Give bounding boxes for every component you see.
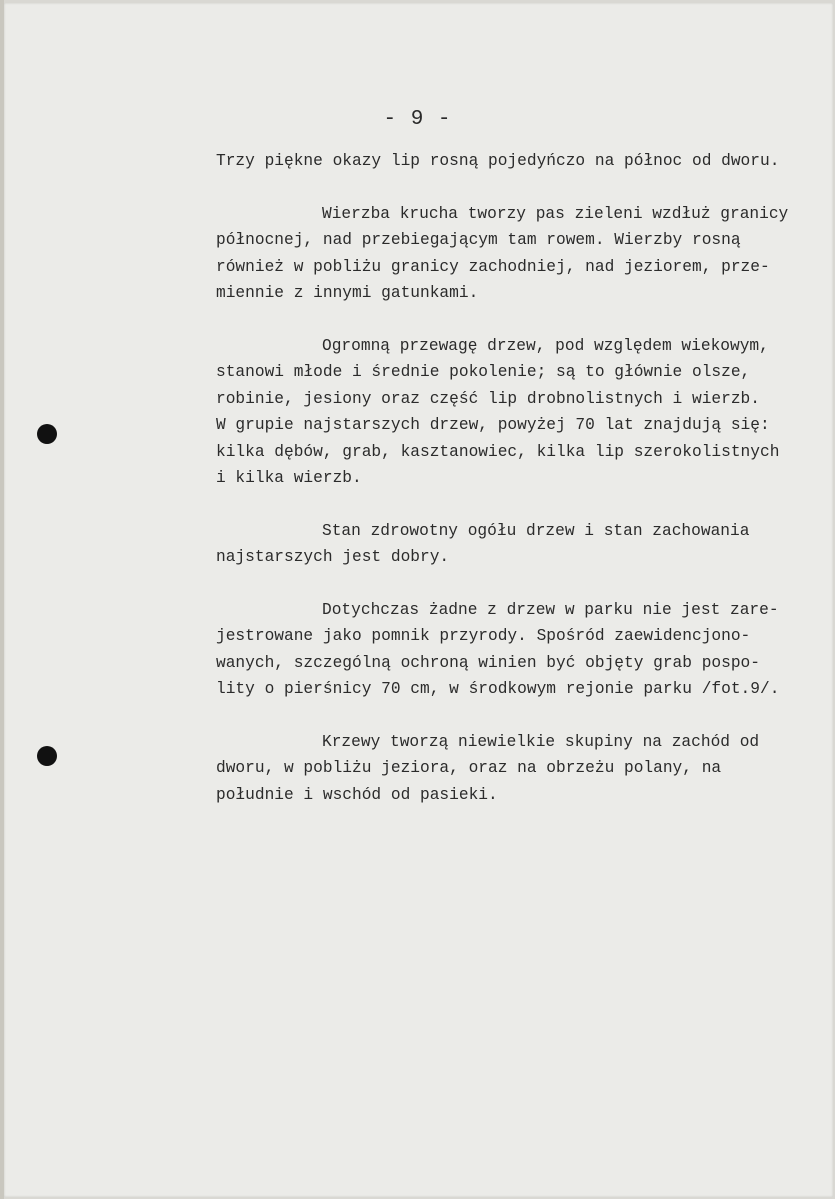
paragraph (216, 148, 816, 175)
text-line: południe i wschód od pasieki. (216, 785, 498, 804)
paragraph (216, 729, 816, 809)
text-line: Krzewy tworzą niewielkie skupiny na zachód od (322, 732, 760, 751)
page-number: - 9 - (383, 108, 452, 131)
text-line: kilka dębów, grab, kasztanowiec, kilka lip szerokolistnych (216, 442, 780, 461)
text-line: W grupie najstarszych drzew, powyżej 70 lat znajdują się: (216, 416, 770, 434)
text-line: lity o pierśnicy 70 cm, w środkowym rejonie parku /fot.9/. (216, 680, 780, 698)
text-line: również w pobliżu granicy zachodniej, nad jeziorem, prze- (216, 257, 770, 276)
text-line: Dotychczas żadne z drzew w parku nie jest zare- (322, 600, 779, 619)
text-line: najstarszych jest dobry. (216, 548, 450, 566)
text-line: dworu, w pobliżu jeziora, oraz na obrzeżu polany, na (216, 759, 722, 777)
text-line: północnej, nad przebiegającym tam rowem. Wierzby rosną (216, 231, 741, 249)
punch-hole-icon (37, 424, 57, 444)
text-line: Stan zdrowotny ogółu drzew i stan zachowania (322, 521, 750, 540)
text-line: Trzy piękne okazy lip rosną pojedyńczo na północ od dworu. (216, 152, 780, 170)
text-line: jestrowane jako pomnik przyrody. Spośród zaewidencjono- (216, 627, 751, 645)
text-line: wanych, szczególną ochroną winien być objęty grab pospo- (216, 653, 760, 672)
paragraph (216, 518, 816, 571)
text-line: Ogromną przewagę drzew, pod względem wiekowym, (322, 336, 769, 355)
text-line: i kilka wierzb. (216, 469, 362, 487)
document-body (216, 148, 816, 834)
text-line: stanowi młode i średnie pokolenie; są to głównie olsze, (216, 363, 751, 381)
paragraph (216, 597, 816, 703)
paragraph (216, 201, 816, 307)
text-line: robinie, jesiony oraz część lip drobnolistnych i wierzb. (216, 389, 760, 408)
text-line: miennie z innymi gatunkami. (216, 284, 479, 302)
paragraph (216, 333, 816, 492)
punch-hole-icon (37, 746, 57, 766)
text-line: Wierzba krucha tworzy pas zieleni wzdłuż granicy (322, 204, 789, 223)
